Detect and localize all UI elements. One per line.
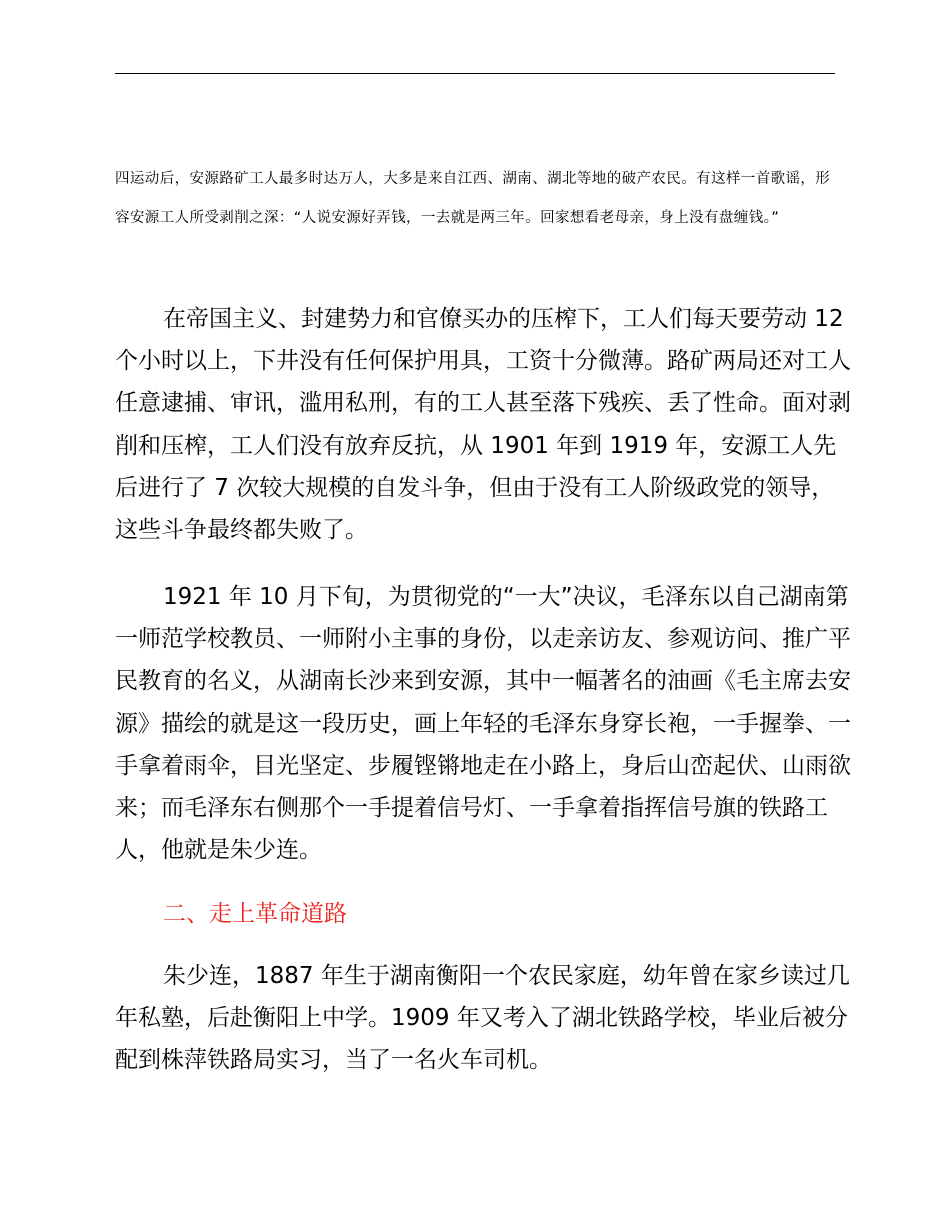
header-rule — [115, 73, 835, 74]
section-heading: 二、走上革命道路 — [163, 901, 347, 927]
body-paragraph-3: 朱少连，1887 年生于湖南衡阳一个农民家庭，幼年曾在家乡读过几年私塾，后赴衡阳上中学。1909 年又考入了湖北铁路学校，毕业后被分配到株萍铁路局实习，当了一名火车司机。 — [115, 963, 850, 1074]
body-paragraph-2: 1921 年 10 月下旬，为贯彻党的“一大”决议，毛泽东以自己湖南第一师范学校教员、一师附小主事的身份，以走亲访友、参观访问、推广平民教育的名义，从湖南长沙来到安源，其中一幅著名的油画《毛主席去安源》描绘的就是这一段历史，画上年轻的毛泽东身穿长袍，一手握拳、一手拿着雨伞，目光坚定、步履铿锵地走在小路上，身后山峦起伏、山雨欲来；而毛泽东右侧那个一手提着信号灯、一手拿着指挥信号旗的铁路工人，他就是朱少连。 — [115, 584, 851, 864]
body-paragraph-1: 在帝国主义、封建势力和官僚买办的压榨下，工人们每天要劳动 12 个小时以上，下井没有任何保护用具，工资十分微薄。路矿两局还对工人任意逮捕、审讯，滥用私刑，有的工人甚至落下残疾、丢了性命。面对剥削和压榨，工人们没有放弃反抗，从 1901 年到 1919 年，安源工人先后进行了 7 次较大规模的自发斗争，但由于没有工人阶级政党的领导，这些斗争最终都失败了。 — [115, 306, 851, 544]
intro-paragraph: 四运动后，安源路矿工人最多时达万人，大多是来自江西、湖南、湖北等地的破产农民。有这样一首歌谣，形容安源工人所受剥削之深：“人说安源好弄钱，一去就是两三年。回家想看老母亲，身上没有盘缠钱。” — [115, 171, 831, 226]
